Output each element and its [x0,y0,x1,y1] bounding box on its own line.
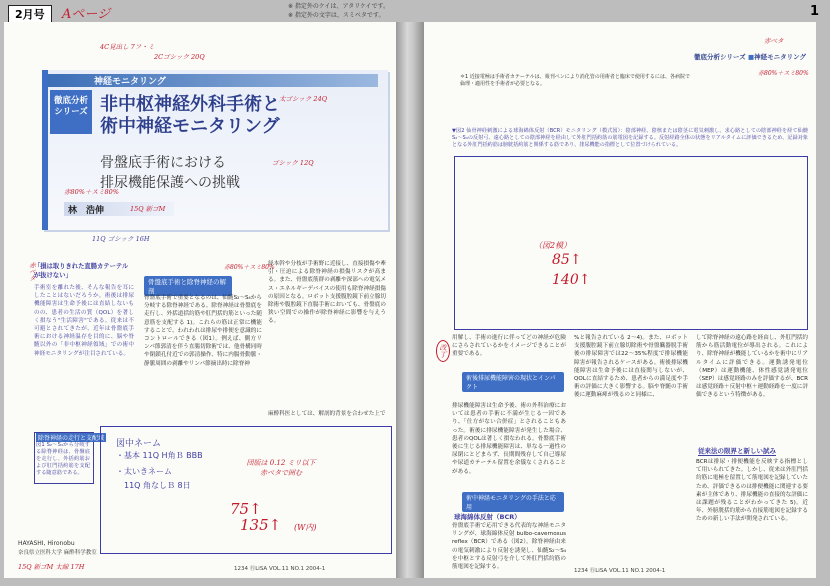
topic-label: 神経モニタリング [94,77,166,87]
section3-body: 骨盤底手術で応用できる代表的な神経モニタリングが、球海綿体反射 bulbo-cavernosus reflex（BCR）である（図2）。除脊神経由来の電気刺激により反射を誘発し、仙髄S₂〜S₄を中枢とする反射弓を介して外肛門括約筋の筋電図を記録する。 [452,523,566,571]
lead-quote: 「損は取りきれた直腸カテーテルが抜けない」 [34,263,129,279]
subtitle-line-2: 排尿機能保護への挑戦 [100,175,240,191]
section2-heading: 術後排尿機能障害の現状とインパクト [462,372,564,392]
anno-pink: 赤80%＋スミ80% [64,188,119,196]
figure-box-title: 除脊神経の走行と支配域 [38,435,105,442]
page-number: 1 [810,4,820,19]
figure-caption: 図1 S₂〜S₄から分岐する除脊神経は、骨盤底を走行し、外括約筋および肛門括約筋を支配する随意筋である。 [36,442,90,476]
figure-size-c: (W内) [294,523,317,532]
right-page [424,22,816,578]
anno-title-size: 2Cゴシック 20Q [154,53,205,61]
anno-right-bar: 赤80%＋スミ80% [758,70,809,77]
section4-body: BCRは排尿・排便機能を反映する指標として用いられてきた。しかし、従来は外肛門括約筋に電極を留置して筋電図を記録していたため、評価できるのは排便機能に関連する要素が主体であり、排尿機能の直接的な評価には課題が残ることがわかってきた 5)。近年、外膀胱括約筋から直接筋電図を記録するための新しい手法が開発されている。 [696,459,808,523]
section1-body: 骨盤底手術で重要となるのは、仙髄S₂〜S₄から分岐する除脊神経である。除脊神経は骨盤底を走行し、外括道括約筋や肛門括約筋といった随意筋を支配する 1)。これらの筋は正常に機能することで、われわれは排尿や排便を意識的にコントロールできる（図1）。例えば、側方リンパ節郭清を伴う直腸切除術では、他骨構同時や閉鎖孔付近での郭清操作、特に内腸骨動脈・静脈周囲の剥離やリンパ節摘出時に除脊神 [144,295,262,367]
right-header-series: 徹底分析シリーズ ■神経モニタリング [694,53,806,61]
section3-heading: 術中神経モニタリングの手法と応用 [462,492,564,512]
anno-bottom-left: 15Q 新ゴM 太線 17H [18,563,85,571]
figure-size-b: 135↑ [240,516,282,534]
figure2-placeholder [454,156,808,330]
figure-note-4: 11Q 角なしＢ 8日 [124,481,191,490]
affiliation: 奈良県立医科大学 麻酔科学教室 [18,550,97,556]
right-col1-intro: 用解し、手術の進行に伴ってどの神経が危険にさらされているかをイメージできることが重要である。 [452,335,566,358]
lead-text: 手術室を離れた後、そんな報告を耳にしたことはないだろうか。術後は排尿機能障害は生命予後には直結しないものの、患者の生活の質（QOL）を著しく損なう"生活障害"である。従来は不可避とされてきたが、近年は骨盤底手術における神経温存を目的に、脳や脊髄以外の「非中枢神経領域」での術中神経モニタリングが注目されている。 [34,285,134,357]
anno-author: 15Q 新ゴM [130,205,166,213]
month-tab: 2月号 [8,5,52,23]
right-col3: して除脊神経の遠心路を経由し、外肛門括約筋から筋活動電位が導出される。これにより、除脊神経が機能しているかを術中にリアルタイムに評価できる。運動誘発電位（MEP）は運動機能、体性感覚誘発電位（SEP）は感覚経路のみを評価するが、BCRは感覚経路＋反射中枢＋運動経路を一度に評価できるという特徴がある。 [696,335,808,399]
section1-body-3: 麻酔科医としては、解剖的背景を合わせた上で [268,411,386,417]
right-footnote: ＊1 近接電極は手術者カテーテルは、報刊ペンにより消化管の用術者と臨床で使用するには、各病院で倫理・適用性を手術者が必要となる。 [460,74,690,87]
anno-right-note: 団版は 0.12 ミリ以下 赤ベタで囲む [246,459,316,477]
page-label: Aページ [62,7,111,22]
section1-body-2: 経本幹や分枝が手術野に近接し、直接損傷や牽引・圧迫による除脊神経の損傷リスクが高まる。また、骨盤底筋群の剥離や深部への電気メス・エネルギーデバイスの使用も除脊神経損傷の原因となる。ロボット支援腹腔鏡下前立腺切除術や腹腔鏡下直腸手術においても、骨盤底の狭い空間での操作が除脊神経に影響を与えうる。 [268,261,386,325]
anno-circle-mark: 改丁 [436,340,450,362]
anno-section1: 赤80%＋スミ80% [224,264,275,271]
left-footer: 1234 ⓇLiSA VOL.11 NO.1 2004-1 [234,566,326,572]
author-en: HAYASHI, Hironobu [18,540,75,547]
figure-note-2: ・基本 11Q H角Ｂ BBB [116,451,203,460]
anno-lead: 11Q ゴシック 16H [92,235,150,243]
subtitle-line-1: 骨盤底手術における [100,155,226,171]
anno-top-left: 4C見出し 7フ・ミ [100,43,155,51]
title-line-2: 術中神経モニタリング [100,116,280,137]
figure2-caption: ▼図2 仙骨神経刺激による球海綿体反射（BCR）モニタリング（模式図）：陰部神経、陰核または陰茎に電気刺激し、求心路としての陰部神経を経て仙髄S₂〜S₄の反射弓、遠心路としての陰部神経を経由して外肛門括約筋の筋電図を記録する。反射経路全体の状態をリアルタイムに評価できるため、記録対象となる外肛門括約筋は膀胱括約筋と関係する筋であり、排尿機能の指標として位置づけられている。 [452,128,808,148]
anno-sub: ゴシック 12Q [272,159,314,167]
note-line-1: ※ 指定外のケイは、アタリケイです。 [288,3,390,10]
anno-teeth: 太ゴシック 24Q [279,95,328,103]
left-page [4,22,396,578]
series-badge: 徹底分析シリーズ [50,90,92,134]
section3-sub: 球海綿体反射（BCR） [454,513,521,521]
note-line-2: ※ 指定外の文字は、スミベタです。 [288,12,385,19]
author-name: 林 浩伸 [68,206,105,216]
figure-note-1: 図中ネーム [116,439,162,449]
figure-size-a: 75↑ [230,500,262,518]
section1-heading: 骨盤底手術と除脊神経の解剖 [144,276,232,296]
figure2-label: （図2模） [534,241,572,250]
right-col2: %と報告されている 2〜4)。また、ロボット支援腹腔鏡下前立腺切除術や骨盤臓器脱手術後の排尿障害では22〜35%程度で排尿機能障害が報告されるケースがある。術後排尿機能障害は生命予後には直接関与しないが、QOLに直結するため、患者からの満足度や手術の評価に大きく影響する。脳や脊髄の手術後に運動麻痺が残るのと同様に、 [574,335,688,399]
figure-note-3: ・太いきネーム [116,467,172,476]
anno-vertical-left: 赤ベタ [28,262,36,282]
anno-right-top: 赤ベタ [764,37,784,45]
figure2-size: 85↑ 140↑ [552,252,591,288]
right-footer: 1234 ⓇLiSA VOL.11 NO.1 2004-1 [574,568,666,574]
title-line-1: 非中枢神経外科手術と [100,94,280,115]
spine-gutter [396,22,424,578]
section4-heading: 従来法の限界と新しい試み [698,447,776,455]
section2-body: 排尿機能障害は生命予後、術の外科治療においては患者の手術に不満が生じる一因であり、「仕方がない合併症」とされることもあった。術後に排尿機能障害が発生した場合、患者のQOLは著しく損なわれる。骨盤底手術後に生じる排尿機能障害は、単なる一過性の尿閉にとどまらず、長期間残存して自己導尿や尿道カテーテル留置を余儀なくされることがある。 [452,403,566,475]
